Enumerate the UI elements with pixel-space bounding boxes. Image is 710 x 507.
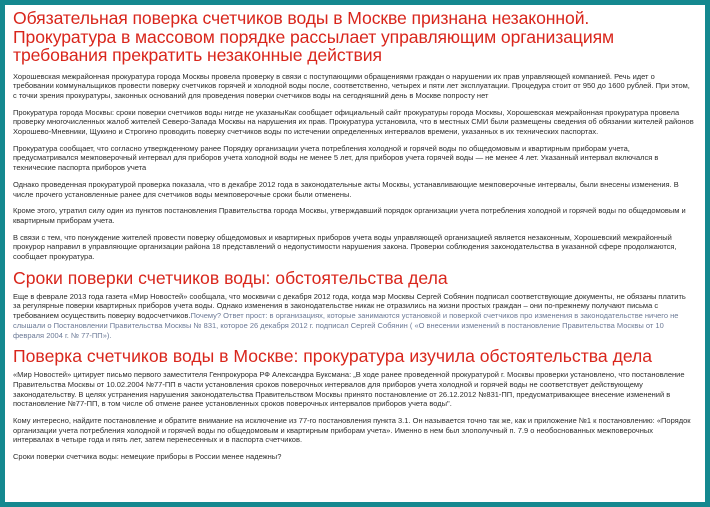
intro-paragraph-6: В связи с тем, что понуждение жителей провести поверку общедомовых и квартирных приборов учета воды управляющей организацией является незаконным, Хорошевский межрайонный прокурор направил в управляющие организации района 18 представлений о недопустимости нарушения закона. Проверки соблюдения законодательства в указанной сфере продолжаются, сообщает прокуратура.: [13, 232, 677, 262]
article: [13, 9, 695, 469]
intro-paragraph-3: Прокуратура сообщает, что согласно утвержденному ранее Порядку организации учета потребления холодной и горячей воды по общедомовым и квартирным приборам учета, предусматривался межповерочный интервал для приборов учета холодной воды не менее 5 лет, для приборов учета горячей воды — не менее 4 лет. Указанный интервал включался в технические паспорта приборов учета: [13, 143, 659, 173]
section1-link-text[interactable]: Почему? Ответ прост: в организациях, которые занимаются установкой и поверкой счетчиков про изменения в законодательстве ничего не слышали о Постановлении Правительства Москвы № 831, которое 26 декабря 2012 г. подписал Сергей Собянин ( «О внесении изменений в постановление Правительства Москвы от 10 февраля 2004 г. № 77-ПП»).: [13, 311, 679, 340]
intro-paragraph-5: Кроме этого, утратил силу один из пунктов постановления Правительства города Москвы, утверждавший порядок организации учета потребления холодной и горячей воды по общедомовым и квартирным приборам учета.: [13, 206, 686, 225]
section1-paragraph: [13, 292, 695, 341]
section2-paragraph-3: Сроки поверки счетчика воды: немецкие приборы в России менее надежны?: [13, 452, 282, 462]
intro-paragraph-1: Хорошевская межрайонная прокуратура города Москвы провела проверку в связи с поступающими обращениями граждан о нарушении их прав управляющей компанией. Речь идет о требовании коммунальщиков провести поверку счетчиков горячей и холодной воды после, соответственно, четырех и пяти лет эксплуатации. Процедура стоит от 950 до 1600 рублей. При этом, с точки зрения прокуратуры, законных оснований для проведения поверки счетчиков воды на сегодняшний день в Москве попросту нет: [13, 71, 690, 100]
intro-paragraph-2: Прокуратура города Москвы: сроки поверки счетчиков воды нигде не указаныКак сообщает официальный сайт прокуратуры города Москвы, Хорошевская межрайонная прокуратура провела проверку многочисленных жалоб жителей Северо-Запада Москвы на нарушения их прав. Прокуратура установила, что в местных СМИ были размещены сведения об обязании жителей районов Хорошево-Мневники, Щукино и Строгино проводить поверку счетчиков воды по истечении определенных интервалов времени, указанных в их технических паспортах.: [13, 107, 694, 137]
section2-paragraph-1: «Мир Новостей» цитирует письмо первого заместителя Генпрокурора РФ Александра Буксмана: „В ходе ранее проведенной прокуратурой г. Москвы проверки установлено, что постановление Правительства Москвы от 10.02.2004 №77-ПП в части установления сроков поверочных интервалов для приборов учета холодной и горячей воды не соответствует действующему законодательству. В целях устранения нарушения законодательства Правительством Москвы принято постановление от 26.12.2012 №831-ПП, предусматривающее внесение изменений в постановление №77-ПП, в том числе об отмене ранее установленных сроков поверочных интервалов приборов учета воды".: [13, 370, 685, 409]
section-heading-prosecutor: Поверка счетчиков воды в Москве: прокуратура изучила обстоятельства дела: [13, 346, 653, 367]
section-heading-deadlines: Сроки поверки счетчиков воды: обстоятельства дела: [13, 267, 448, 288]
section2-paragraph-2: Кому интересно, найдите постановление и обратите внимание на исключение из 77-го постановления пункта 3.1. Он называется точно так же, как и приложение №1 к постановлению: «Порядок организации учета потребления холодной и горячей воды по общедомовым и квартирным приборам учета». Именно в нем был злополучный п. 7.9 о необоснованных межповерочных интервалах в четыре года и пять лет, затем перенесенных и в паспорта счетчиков.: [13, 416, 691, 445]
article-title: Обязательная поверка счетчиков воды в Москве признана незаконной. Прокуратура в массовом порядке рассылает управляющим организациям требования прекратить незаконные действия: [13, 8, 614, 65]
section1-main-text: Еще в феврале 2013 года газета «Мир Новостей» сообщала, что москвичи с декабря 2012 года, когда мэр Москвы Сергей Собянин подписал соответствующие документы, не обязаны платить за регулярные поверки квартирных приборов учета воды. Однако изменения в законодательстве никак не отразились на жизни простых граждан – они по-прежнему получают письма с требованием осуществить поверку водосчетчиков.: [13, 291, 686, 321]
intro-paragraph-4: Однако проведенная прокуратурой проверка показала, что в декабре 2012 года в законодательные акты Москвы, устанавливающие межповерочные интервалы, были внесены изменения. В числе прочего установленные ранее для счетчиков воды межповерочные сроки были отменены.: [13, 179, 679, 199]
